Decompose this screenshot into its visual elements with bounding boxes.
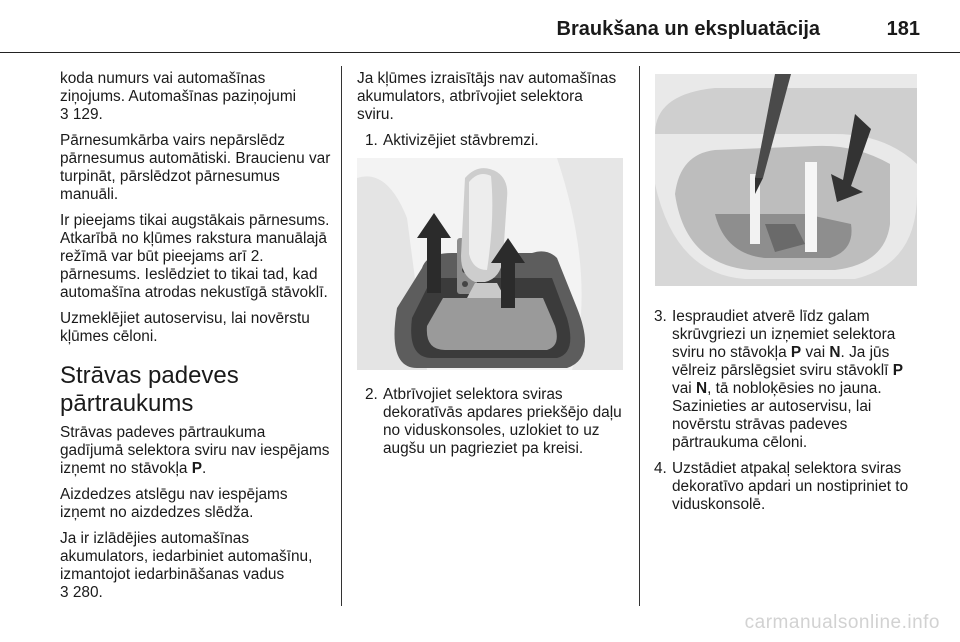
screwdriver-release-illustration xyxy=(655,74,917,286)
column-divider xyxy=(639,66,640,606)
page-reference-icon: 3 xyxy=(60,584,69,601)
gear-position-n: N xyxy=(695,380,708,397)
steps-list xyxy=(357,386,623,458)
page-reference[interactable]: 129. xyxy=(68,106,103,123)
header-rule xyxy=(0,52,960,53)
step-item: 1. Aktivizējiet stāvbremzi. xyxy=(365,132,539,149)
gear-lever-illustration xyxy=(357,158,623,370)
paragraph-highest-gear: Ir pieejams tikai augstākais pārnesums. Atkarībā no kļūmes rakstura manuālajā režīmā var būt pieejams arī 2. pārnesums. Ieslēdziet to tikai tad, kad automašīna atrodas nekustīgā stāvoklī. xyxy=(60,212,330,301)
watermark: carmanualsonline.info xyxy=(744,612,940,633)
column-right xyxy=(650,70,922,522)
page-reference-icon: 3 xyxy=(60,106,69,123)
step-item: 2. Atbrīvojiet selektora sviras dekoratīvās apdares priekšējo daļu no viduskonsoles, uzlokiet to uz augšu un pagrieziet pa kreisi. xyxy=(365,386,622,457)
column-left xyxy=(60,70,332,610)
paragraph-fault-code: koda numurs vai automašīnas ziņojums. Automašīnas paziņojumi 3 129. xyxy=(60,70,297,123)
page-reference[interactable]: 280. xyxy=(68,584,103,601)
step-item: 4. Uzstādiet atpakaļ selektora sviras dekoratīvo apdari un nostipriniet to viduskonsolē. xyxy=(654,460,909,513)
paragraph-power-failure: Strāvas padeves pārtraukuma gadījumā selektora sviru nav iespējams izņemt no stāvokļa P. xyxy=(60,424,330,477)
column-divider xyxy=(341,66,342,606)
column-middle xyxy=(357,70,623,466)
gear-position-n: N xyxy=(829,344,841,361)
page-number: 181 xyxy=(886,18,920,40)
paragraph-jump-start: Ja ir izlādējies automašīnas akumulators, iedarbiniet automašīnu, izmantojot iedarbināšanas vadus 3 280. xyxy=(60,530,313,601)
page-header-title: Braukšana un ekspluatācija xyxy=(556,18,820,40)
gear-position-p: P xyxy=(191,460,203,477)
paragraph-no-auto-shift: Pārnesumkārba vairs nepārslēdz pārnesumus automātiski. Braucienu var turpināt, pārslēdzot pārnesumus manuāli. xyxy=(60,132,331,203)
step-item: 3. Iespraudiet atverē līdz galam skrūvgriezi un izņemiet selektora sviru no stāvokļa P vai N. Ja jūs vēlreiz pārslēgsiet sviru stāvoklī P vai N, tā nobloķēsies no jauna. Sazinieties ar autoservisu, lai novērstu strāvas padeves pārtraukuma cēloni. xyxy=(654,308,903,451)
paragraph-workshop: Uzmeklējiet autoservisu, lai novērstu kļūmes cēloni. xyxy=(60,310,310,345)
paragraph-release-intro: Ja kļūmes izraisītājs nav automašīnas akumulators, atbrīvojiet selektora sviru. xyxy=(357,70,617,123)
steps-list xyxy=(357,132,623,150)
steps-list xyxy=(646,308,922,514)
paragraph-ignition-key: Aizdedzes atslēgu nav iespējams izņemt no aizdedzes slēdža. xyxy=(60,486,288,521)
gear-position-p: P xyxy=(892,362,903,379)
gear-position-p: P xyxy=(790,344,802,361)
section-heading-power-failure: Strāvas padeves pārtraukums xyxy=(60,362,239,417)
